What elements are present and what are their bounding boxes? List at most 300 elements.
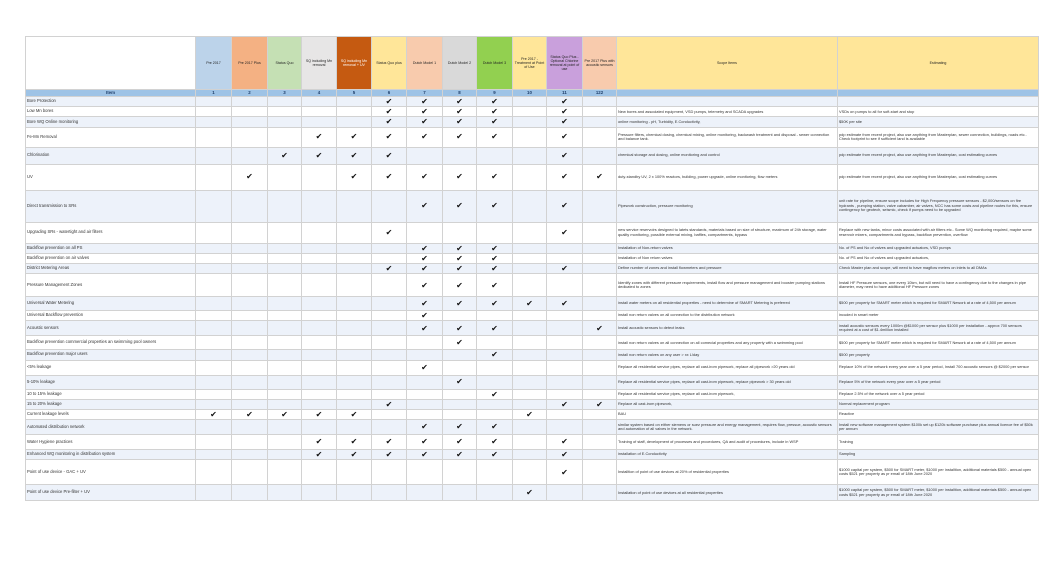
empty-cell	[513, 460, 547, 485]
empty-cell	[443, 485, 477, 501]
table-body	[26, 97, 1039, 501]
empty-cell	[513, 263, 547, 273]
empty-cell	[302, 243, 337, 253]
table-row[interactable]	[26, 435, 1039, 450]
empty-cell	[547, 360, 583, 375]
scope-cell: Pressure filters, chemical dosing, chemical mixing, online monitoring, backwash treatment and disposal - sewer connection and balance tank.	[617, 127, 838, 147]
column-header-8[interactable]: Dutch Model 2	[443, 37, 477, 90]
column-number-4: 4	[302, 90, 337, 97]
empty-cell	[513, 450, 547, 460]
empty-cell	[337, 311, 372, 321]
empty-cell	[513, 117, 547, 127]
checkmark-icon: ✔	[547, 450, 583, 460]
empty-cell	[196, 97, 232, 107]
checkmark-icon: ✔	[337, 409, 372, 419]
scope-cell: install non return valves on all connection on all comecial properties and any property with a swimming pool	[617, 336, 838, 350]
empty-cell	[302, 311, 337, 321]
scope-cell: Replace all residential service pipes, replace all cast-irom pipework,	[617, 389, 838, 399]
checkmark-icon: ✔	[477, 164, 513, 190]
empty-cell	[268, 222, 302, 243]
empty-cell	[302, 253, 337, 263]
column-number-3: 3	[268, 90, 302, 97]
table-row[interactable]	[26, 190, 1039, 222]
empty-cell	[513, 97, 547, 107]
column-header-6[interactable]: Status Quo plus	[372, 37, 407, 90]
row-item-label: Backflow prevention commercial properties an swimming pool owners	[26, 336, 196, 350]
empty-cell	[407, 399, 443, 409]
estimate-cell: incuded in smart meter	[838, 311, 1039, 321]
checkmark-icon: ✔	[443, 97, 477, 107]
empty-cell	[196, 263, 232, 273]
estimate-cell: VSDs on pumps to all for soft-start and stop	[838, 107, 1039, 117]
empty-cell	[196, 274, 232, 297]
estimate-cell: pdp estimate from recent project, also use anything from Masterplan, cost estimating curves	[838, 147, 1039, 164]
empty-cell	[443, 389, 477, 399]
checkmark-icon: ✔	[407, 107, 443, 117]
checkmark-icon: ✔	[583, 321, 617, 336]
empty-cell	[268, 297, 302, 311]
empty-cell	[232, 117, 268, 127]
column-header-row	[26, 37, 1039, 90]
checkmark-icon: ✔	[302, 450, 337, 460]
table-row[interactable]	[26, 127, 1039, 147]
empty-cell	[477, 222, 513, 243]
estimate-cell: Normal replacement program	[838, 399, 1039, 409]
empty-cell	[513, 222, 547, 243]
table-row[interactable]	[26, 420, 1039, 435]
checkmark-icon: ✔	[547, 460, 583, 485]
scope-cell: Replace all residential service pipes, replace all cast-irom pipework, replace all pipework >20 years old	[617, 360, 838, 375]
row-item-label: Bore WQ Online monitoring	[26, 117, 196, 127]
column-header-12[interactable]: Pre 2017 Plus with acoustic sensors	[583, 37, 617, 90]
empty-cell	[302, 107, 337, 117]
checkmark-icon: ✔	[547, 435, 583, 450]
column-header-13[interactable]: Scope Items	[617, 37, 838, 90]
column-number-6: 6	[372, 90, 407, 97]
empty-cell	[337, 243, 372, 253]
checkmark-icon: ✔	[443, 435, 477, 450]
empty-cell	[337, 97, 372, 107]
table-row[interactable]	[26, 321, 1039, 336]
checkmark-icon: ✔	[443, 127, 477, 147]
empty-cell	[232, 97, 268, 107]
empty-cell	[372, 336, 407, 350]
empty-cell	[232, 263, 268, 273]
empty-cell	[196, 485, 232, 501]
empty-cell	[337, 399, 372, 409]
scope-cell: Replace all residential service pipes, replace all cast-irom pipework, replace pipework > 30 years old	[617, 375, 838, 389]
table-row[interactable]	[26, 107, 1039, 117]
empty-cell	[513, 350, 547, 360]
empty-cell	[407, 222, 443, 243]
empty-cell	[407, 336, 443, 350]
empty-cell	[196, 321, 232, 336]
table-row[interactable]	[26, 164, 1039, 190]
checkmark-icon: ✔	[302, 127, 337, 147]
empty-cell	[268, 97, 302, 107]
empty-cell	[302, 117, 337, 127]
empty-cell	[513, 399, 547, 409]
empty-cell	[443, 222, 477, 243]
empty-cell	[232, 485, 268, 501]
empty-cell	[583, 450, 617, 460]
empty-cell	[196, 107, 232, 117]
row-item-label: Backflow prevention on all PS	[26, 243, 196, 253]
empty-cell	[337, 420, 372, 435]
estimate-cell: Sampling	[838, 450, 1039, 460]
scope-cell: Define number of zones and install flowmeters and pressure	[617, 263, 838, 273]
estimate-cell: $1000 capital per system, $500 for SMART meter, $1000 per installtion, additional materials $500 - annual opex costs $521 per property as pr email of 18th June 2020	[838, 460, 1039, 485]
checkmark-icon: ✔	[443, 336, 477, 350]
empty-cell	[477, 409, 513, 419]
column-number-9: 9	[477, 90, 513, 97]
empty-cell	[302, 263, 337, 273]
empty-cell	[547, 311, 583, 321]
checkmark-icon: ✔	[477, 321, 513, 336]
row-item-label: Fe-Mn Removal	[26, 127, 196, 147]
checkmark-icon: ✔	[372, 164, 407, 190]
empty-cell	[196, 360, 232, 375]
empty-cell	[268, 399, 302, 409]
checkmark-icon: ✔	[477, 97, 513, 107]
checkmark-icon: ✔	[372, 117, 407, 127]
empty-cell	[513, 435, 547, 450]
empty-cell	[583, 435, 617, 450]
empty-cell	[583, 336, 617, 350]
checkmark-icon: ✔	[407, 117, 443, 127]
empty-cell	[196, 190, 232, 222]
empty-cell	[547, 321, 583, 336]
checkmark-icon: ✔	[443, 263, 477, 273]
estimate-cell: $500 per property for SMART meter which is required for SMART Nework at a rate of 4,500 per annum	[838, 336, 1039, 350]
scope-cell: BAU	[617, 409, 838, 419]
row-item-label: <5% leakage	[26, 360, 196, 375]
checkmark-icon: ✔	[372, 399, 407, 409]
empty-cell	[583, 243, 617, 253]
empty-cell	[547, 253, 583, 263]
checkmark-icon: ✔	[583, 164, 617, 190]
checkmark-icon: ✔	[443, 243, 477, 253]
empty-cell	[443, 399, 477, 409]
table-row[interactable]	[26, 350, 1039, 360]
checkmark-icon: ✔	[337, 127, 372, 147]
empty-cell	[477, 336, 513, 350]
checkmark-icon: ✔	[407, 274, 443, 297]
column-number-8: 8	[443, 90, 477, 97]
column-header-4[interactable]: SQ including Mn removal	[302, 37, 337, 90]
checkmark-icon: ✔	[407, 253, 443, 263]
empty-cell	[513, 336, 547, 350]
empty-cell	[547, 243, 583, 253]
empty-cell	[268, 420, 302, 435]
checkmark-icon: ✔	[547, 107, 583, 117]
empty-cell	[196, 420, 232, 435]
column-header-3[interactable]: Status Quo	[268, 37, 302, 90]
column-header-14[interactable]: Estimating	[838, 37, 1039, 90]
checkmark-icon: ✔	[372, 107, 407, 117]
checkmark-icon: ✔	[268, 147, 302, 164]
empty-cell	[547, 409, 583, 419]
empty-cell	[407, 389, 443, 399]
empty-cell	[232, 253, 268, 263]
column-number-12: 122	[583, 90, 617, 97]
estimate-cell: $500 per property for SMART meter which is required for SMART Nework at a rate of 4,500 per annum	[838, 297, 1039, 311]
checkmark-icon: ✔	[477, 190, 513, 222]
empty-cell	[372, 409, 407, 419]
estimate-cell: pdp estimate from recent project, also use anything from Masterplan, cost estimating curves	[838, 164, 1039, 190]
empty-cell	[583, 222, 617, 243]
empty-cell	[513, 389, 547, 399]
table-row[interactable]	[26, 409, 1039, 419]
row-item-label: Direct transmission to SRs	[26, 190, 196, 222]
checkmark-icon: ✔	[407, 190, 443, 222]
checkmark-icon: ✔	[547, 190, 583, 222]
empty-cell	[196, 460, 232, 485]
empty-cell	[268, 190, 302, 222]
checkmark-icon: ✔	[513, 297, 547, 311]
empty-cell	[443, 460, 477, 485]
estimate-cell: $500 per property	[838, 350, 1039, 360]
column-number-10: 10	[513, 90, 547, 97]
table-row[interactable]	[26, 97, 1039, 107]
row-item-label: Chlorination	[26, 147, 196, 164]
checkmark-icon: ✔	[302, 435, 337, 450]
checkmark-icon: ✔	[407, 243, 443, 253]
estimate-cell: Replace 5% of the network every year over a 5 year period	[838, 375, 1039, 389]
column-header-2[interactable]: Pre 2017 Plus	[232, 37, 268, 90]
empty-cell	[583, 485, 617, 501]
column-number-7: 7	[407, 90, 443, 97]
row-item-label: District Metering Areas	[26, 263, 196, 273]
estimate-cell: Training	[838, 435, 1039, 450]
empty-cell	[268, 360, 302, 375]
row-item-label: Point of use device Pre-filter + UV	[26, 485, 196, 501]
empty-cell	[196, 435, 232, 450]
row-item-label: 15 to 20% leakage	[26, 399, 196, 409]
column-number-row	[26, 90, 1039, 97]
empty-cell	[443, 360, 477, 375]
scope-cell: install water meters on all residential properties - need to determine of SMART Metering is preferred	[617, 297, 838, 311]
column-header-0[interactable]	[26, 37, 196, 90]
empty-cell	[302, 420, 337, 435]
empty-cell	[268, 311, 302, 321]
empty-cell	[302, 375, 337, 389]
empty-cell	[337, 297, 372, 311]
empty-cell	[232, 435, 268, 450]
column-header-9[interactable]: Dutch Model 3	[477, 37, 513, 90]
table-row[interactable]	[26, 253, 1039, 263]
empty-cell	[372, 350, 407, 360]
table-row[interactable]	[26, 147, 1039, 164]
checkmark-icon: ✔	[547, 297, 583, 311]
checkmark-icon: ✔	[443, 107, 477, 117]
empty-cell	[232, 127, 268, 147]
empty-cell	[302, 460, 337, 485]
empty-cell	[196, 375, 232, 389]
checkmark-icon: ✔	[443, 190, 477, 222]
empty-cell	[268, 485, 302, 501]
table-row[interactable]	[26, 360, 1039, 375]
column-header-7[interactable]: Dutch Model 1	[407, 37, 443, 90]
table-row[interactable]	[26, 485, 1039, 501]
empty-cell	[268, 435, 302, 450]
checkmark-icon: ✔	[372, 222, 407, 243]
empty-cell	[268, 389, 302, 399]
empty-cell	[407, 350, 443, 360]
row-item-label: 10 to 15% leakage	[26, 389, 196, 399]
scope-cell: Install acoustic sensors to detect leaks	[617, 321, 838, 336]
table-row[interactable]	[26, 274, 1039, 297]
empty-cell	[443, 350, 477, 360]
empty-cell	[302, 321, 337, 336]
row-item-label: Upgrading SRs - watertight and air filters	[26, 222, 196, 243]
empty-cell	[583, 311, 617, 321]
checkmark-icon: ✔	[337, 147, 372, 164]
column-number-13	[617, 90, 838, 97]
checkmark-icon: ✔	[372, 435, 407, 450]
empty-cell	[337, 222, 372, 243]
table-row[interactable]	[26, 297, 1039, 311]
checkmark-icon: ✔	[477, 107, 513, 117]
empty-cell	[407, 460, 443, 485]
checkmark-icon: ✔	[547, 263, 583, 273]
empty-cell	[232, 375, 268, 389]
empty-cell	[477, 147, 513, 164]
checkmark-icon: ✔	[407, 311, 443, 321]
empty-cell	[372, 190, 407, 222]
checkmark-icon: ✔	[477, 253, 513, 263]
empty-cell	[196, 389, 232, 399]
empty-cell	[232, 450, 268, 460]
checkmark-icon: ✔	[196, 409, 232, 419]
table-row[interactable]	[26, 375, 1039, 389]
table-row[interactable]	[26, 450, 1039, 460]
column-header-11[interactable]: Status Quo Plus - Optional Chlorine removal at point of use	[547, 37, 583, 90]
checkmark-icon: ✔	[407, 435, 443, 450]
estimate-cell: Install HF Pressure sensors, one every 10km, but will need to have a contingency due to the changes in pipe diameter, may need to have additional HF Pressure zones	[838, 274, 1039, 297]
checkmark-icon: ✔	[372, 97, 407, 107]
checkmark-icon: ✔	[547, 127, 583, 147]
scope-cell: Installation of Non-return valves	[617, 243, 838, 253]
column-number-1: 1	[196, 90, 232, 97]
empty-cell	[268, 253, 302, 263]
empty-cell	[583, 297, 617, 311]
scope-cell: install non return valves on all connection to the distribution network	[617, 311, 838, 321]
empty-cell	[232, 190, 268, 222]
empty-cell	[302, 222, 337, 243]
empty-cell	[302, 274, 337, 297]
empty-cell	[232, 297, 268, 311]
table-row[interactable]	[26, 399, 1039, 409]
checkmark-icon: ✔	[583, 399, 617, 409]
empty-cell	[477, 360, 513, 375]
checkmark-icon: ✔	[443, 164, 477, 190]
estimate-cell: Reactive	[838, 409, 1039, 419]
empty-cell	[337, 375, 372, 389]
empty-cell	[477, 460, 513, 485]
checkmark-icon: ✔	[372, 263, 407, 273]
empty-cell	[337, 460, 372, 485]
checkmark-icon: ✔	[443, 117, 477, 127]
column-header-1[interactable]: Pre 2017	[196, 37, 232, 90]
empty-cell	[232, 274, 268, 297]
scope-cell: chemical storage and dosing, online monitoring and control	[617, 147, 838, 164]
row-item-label: Low Mn bores	[26, 107, 196, 117]
checkmark-icon: ✔	[443, 274, 477, 297]
scope-cell: Installation of point of use devices at all residential properties	[617, 485, 838, 501]
checkmark-icon: ✔	[477, 127, 513, 147]
checkmark-icon: ✔	[268, 409, 302, 419]
empty-cell	[372, 311, 407, 321]
row-item-label: Backflow prevention on air valves	[26, 253, 196, 263]
empty-cell	[513, 274, 547, 297]
scope-cell: Identify zones with different pressure requirements, install flow and pressure management and booster pumping stations dedicated to zones	[617, 274, 838, 297]
table-row[interactable]	[26, 263, 1039, 273]
empty-cell	[477, 311, 513, 321]
table-row[interactable]	[26, 311, 1039, 321]
estimate-cell	[838, 97, 1039, 107]
empty-cell	[547, 336, 583, 350]
empty-cell	[583, 107, 617, 117]
checkmark-icon: ✔	[477, 350, 513, 360]
table-row[interactable]	[26, 460, 1039, 485]
empty-cell	[302, 297, 337, 311]
empty-cell	[407, 375, 443, 389]
empty-cell	[477, 485, 513, 501]
empty-cell	[372, 485, 407, 501]
empty-cell	[583, 350, 617, 360]
checkmark-icon: ✔	[337, 164, 372, 190]
empty-cell	[196, 311, 232, 321]
checkmark-icon: ✔	[513, 409, 547, 419]
checkmark-icon: ✔	[477, 117, 513, 127]
empty-cell	[443, 147, 477, 164]
estimate-cell: $1000 capital per system, $500 for SMART meter, $1000 per installtion, additional materials $500 - annual opex costs $521 per property as pr email of 18th June 2020	[838, 485, 1039, 501]
empty-cell	[547, 485, 583, 501]
checkmark-icon: ✔	[547, 147, 583, 164]
empty-cell	[583, 263, 617, 273]
empty-cell	[547, 350, 583, 360]
row-item-label: 5-10% leakage	[26, 375, 196, 389]
table-row[interactable]	[26, 222, 1039, 243]
table-row[interactable]	[26, 243, 1039, 253]
empty-cell	[583, 274, 617, 297]
column-header-10[interactable]: Pre 2017 - Treatment at Point of Use	[513, 37, 547, 90]
empty-cell	[337, 107, 372, 117]
empty-cell	[583, 389, 617, 399]
empty-cell	[337, 263, 372, 273]
empty-cell	[337, 117, 372, 127]
estimate-cell: install acoustic sensors every 1000m @$1000 per sensor plus $1000 per installation - approx 700 sensors required at a cost of $1.4million installed	[838, 321, 1039, 336]
checkmark-icon: ✔	[477, 243, 513, 253]
empty-cell	[302, 360, 337, 375]
checkmark-icon: ✔	[477, 389, 513, 399]
column-header-5[interactable]: SQ including Mn removal + UV	[337, 37, 372, 90]
table-row[interactable]	[26, 117, 1039, 127]
estimate-cell: No. of PS and No of valves and upgraded actuators,	[838, 253, 1039, 263]
estimate-cell: Replace 10% of the network every year over a 5 year period, Install 700 acoustic sensors @ $2000 per sensor	[838, 360, 1039, 375]
checkmark-icon: ✔	[443, 420, 477, 435]
checkmark-icon: ✔	[337, 450, 372, 460]
scope-cell: Pipework construction, pressure monitoring	[617, 190, 838, 222]
empty-cell	[232, 311, 268, 321]
table-row[interactable]	[26, 389, 1039, 399]
table-row[interactable]	[26, 336, 1039, 350]
scope-cell: Training of staff, development of processes and procedures, QA and audit of procedures, include in WSP	[617, 435, 838, 450]
checkmark-icon: ✔	[477, 435, 513, 450]
checkmark-icon: ✔	[547, 399, 583, 409]
empty-cell	[372, 389, 407, 399]
